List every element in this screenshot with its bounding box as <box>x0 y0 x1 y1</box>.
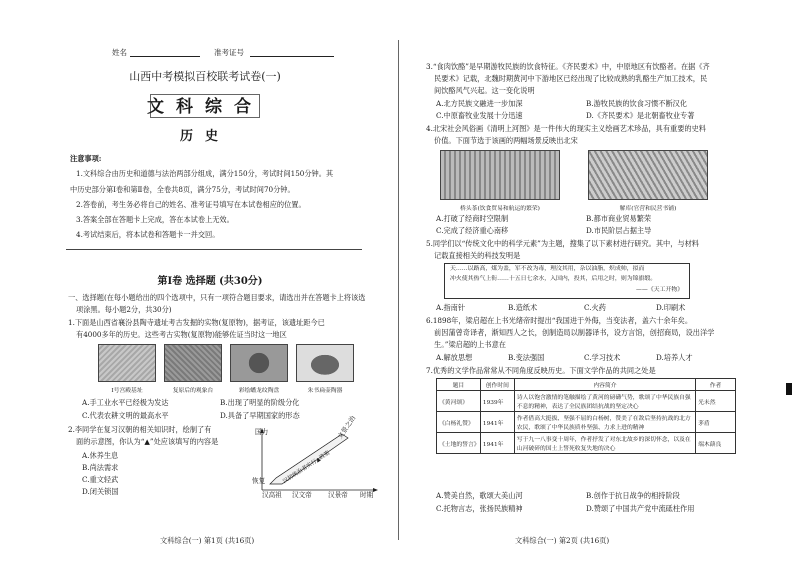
table-cell: 光未然 <box>696 391 736 412</box>
table-cell: 1941年 <box>480 433 514 454</box>
table-cell: 《土地的誓言》 <box>437 433 481 454</box>
part-title: 历史 <box>179 129 230 144</box>
notes-line: 2.答卷前，考生务必将自己的姓名、准考证号填写在本试卷相应的位置。 <box>76 200 306 209</box>
q2-option-c[interactable]: C.重文轻武 <box>82 475 119 484</box>
name-field-line[interactable] <box>130 56 200 57</box>
q3-option-b[interactable]: B.游牧民族的饮食习惯不断汉化 <box>586 99 688 108</box>
section1-title: 第Ⅰ卷 选择题 (共30分) <box>157 276 263 287</box>
subject-title: 文科综合 <box>147 97 263 117</box>
q2-band-arrow <box>270 434 348 484</box>
q4-option-b[interactable]: B.都市商业贸易繁荣 <box>586 214 652 223</box>
q2-option-d[interactable]: D.闭关锁国 <box>82 487 119 496</box>
notes-line: 1.文科综合由历史和道德与法治两部分组成，满分150分，考试时间150分钟。其 <box>76 169 334 178</box>
name-label: 姓名 <box>112 48 127 57</box>
table-header: 创作时间 <box>480 379 514 391</box>
table-cell: 写于九一八事变十周年，作者抒发了对东北故乡的深切怀念，以及在山河破碎的国土上誓死收复失地的决心 <box>514 433 695 454</box>
q5-quote-source: ——《天工开物》 <box>636 287 684 293</box>
table-cell: 《黄河颂》 <box>437 391 481 412</box>
q7-works-table <box>436 378 736 454</box>
q1-photo-plate <box>230 344 288 382</box>
binding-mark <box>786 383 792 395</box>
table-cell: 《白杨礼赞》 <box>437 412 481 433</box>
q7-stem: 7.优秀的文学作品常常从不同角度反映历史。下面文学作品的共同之处是 <box>426 366 656 375</box>
q2-stem: 面的示意图，你认为“▲”处应该填写的内容是 <box>76 437 219 446</box>
table-header: 内容简介 <box>514 379 695 391</box>
footer-right: 文科综合(一) 第2页 (共16页) <box>515 536 610 545</box>
exam-id-field-line[interactable] <box>250 56 334 57</box>
exam-id-label: 准考证号 <box>214 48 244 57</box>
q1-caption: I号宫殿基址 <box>111 388 143 394</box>
q6-stem: 6.1898年，梁启超在上书光绪帝时提出“我国进于外侮，当变法者，盖六十余年矣。 <box>426 316 693 325</box>
q5-stem: 记载直接相关的科技发明是 <box>434 251 521 260</box>
table-row <box>437 391 736 412</box>
q2-x-tick: 时期 <box>360 491 374 499</box>
q5-quote-line: 冲火使其热气上衔……十五日七余水，入国内，投其，后用之时，则为锦旗缎。 <box>450 276 657 282</box>
q2-x-tick: 汉景帝 <box>328 491 348 499</box>
q1-option-c[interactable]: C.代表农耕文明的最高水平 <box>82 411 169 420</box>
q7-option-b[interactable]: B.创作于抗日战争的相持阶段 <box>586 491 680 500</box>
table-cell: 作者借高大挺拔、坚强不屈的白杨树，赞美了在敌后坚持抗战的北方农民，歌颂了中华民族质朴坚强、力求上进的精神 <box>514 412 695 433</box>
q2-option-b[interactable]: B.尚法需求 <box>82 463 119 472</box>
q7-option-a[interactable]: A.赞美自然，歌颂大美山河 <box>436 491 523 500</box>
table-row <box>437 412 736 433</box>
exam-title: 山西中考模拟百校联考试卷(一) <box>129 70 281 83</box>
q1-photo-pot <box>296 344 354 382</box>
q1-stem: 有4000多年的历史。这些考古实物(复原物)能够佐证当时这一地区 <box>76 330 287 339</box>
q2-origin-label: 恢复 <box>252 477 266 485</box>
q4-option-c[interactable]: C.完成了经济重心南移 <box>436 226 509 235</box>
footer-left: 文科综合(一) 第1页 (共16页) <box>160 536 255 545</box>
table-cell: 1939年 <box>480 391 514 412</box>
q5-stem: 5.同学们以“传统文化中的科学元素”为主题，搜集了以下素材进行研究。其中，与材料 <box>426 239 699 248</box>
table-row <box>437 433 736 454</box>
q3-stem: 3.“食肉饮酪”是早期游牧民族的饮食特征。《齐民要术》中，中原地区有饮酪者。在据《齐 <box>426 62 710 71</box>
q1-option-d[interactable]: D.具备了早期国家的形态 <box>220 411 300 420</box>
q3-option-a[interactable]: A.北方民族文融进一步加深 <box>436 99 523 108</box>
q6-stem: 生。”梁启超的上书意在 <box>434 340 506 349</box>
notes-divider <box>66 249 362 250</box>
q1-stem: 1.下面是山西省襄汾县陶寺遗址考古发掘的实物(复原物)，据考证，该遗址距今已 <box>68 318 325 327</box>
q6-option-c[interactable]: C.学习技术 <box>584 353 621 362</box>
q2-option-a[interactable]: A.休养生息 <box>82 451 119 460</box>
table-header-row <box>437 379 736 391</box>
section1-intro: 一、选择题(在每小题给出的四个选项中，只有一项符合题目要求，请选出并在答题卡上将该选 <box>68 293 366 302</box>
q2-peak-label: 文景之治 <box>336 414 358 441</box>
q4-option-d[interactable]: D.市民阶层占据主导 <box>586 226 652 235</box>
q3-stem: 间饮酪风气兴起。这一变化说明 <box>434 86 535 95</box>
q5-option-b[interactable]: B.造纸术 <box>508 303 538 312</box>
q2-x-tick: 汉文帝 <box>292 491 312 499</box>
q3-option-d[interactable]: D.《齐民要术》是北朝畜牧业专著 <box>586 111 695 120</box>
q1-caption: 彩绘蟠龙纹陶盘 <box>238 388 280 394</box>
q6-stem: 前因蒲曾奇译者，渐知西人之长，创制造局以制器译书，设方言馆，创招商局，设出洋学 <box>434 328 715 337</box>
q7-option-d[interactable]: D.赞颂了中国共产党中流砥柱作用 <box>586 504 695 513</box>
q6-option-a[interactable]: A.解放思想 <box>436 353 473 362</box>
table-header: 作者 <box>696 379 736 391</box>
q5-option-d[interactable]: D.印刷术 <box>656 303 686 312</box>
q4-option-a[interactable]: A.打破了经商时空限制 <box>436 214 509 223</box>
notes-line: 中历史部分第Ⅰ卷和第Ⅱ卷，全卷共8页，满分75分，考试时间70分钟。 <box>70 185 295 194</box>
q1-caption: 朱书扁壶陶器 <box>307 388 343 394</box>
q4-stem: 价值。下面节选于该画的两幅场景反映出北宋 <box>434 136 578 145</box>
q2-band-text: 汉初统治者实行▲政策 <box>282 450 332 486</box>
q2-stem: 2.李同学在复习汉朝的相关知识时，绘制了有 <box>68 425 212 434</box>
q6-option-d[interactable]: D.培养人才 <box>656 353 693 362</box>
page-divider <box>398 40 399 540</box>
q7-option-c[interactable]: C.托物言志，张扬民族精神 <box>436 504 523 513</box>
q1-caption: 复原后的观象台 <box>172 388 214 394</box>
section1-intro: 项涂黑。每小题2分，共30分) <box>76 305 172 314</box>
q1-photo-palace <box>98 344 156 382</box>
q5-option-c[interactable]: C.火药 <box>584 303 606 312</box>
table-cell: 诗人以饱含激情的笔触描绘了黄河的磅礴气势，歌颂了中华民族自强不息的精神，表达了全民族团结抗战的坚定决心 <box>514 391 695 412</box>
q1-option-a[interactable]: A.手工业水平已经极为发达 <box>82 398 169 407</box>
q5-quote-line: 天……以路高，煤为盖，军不改为毒，理汶其用，杂以油脂，炽成帅，拟而 <box>450 266 645 272</box>
q5-option-a[interactable]: A.指南针 <box>436 303 466 312</box>
table-cell: 茅盾 <box>696 412 736 433</box>
q3-stem: 民要术》记载，北魏时期黄河中下游地区已经出现了比较成熟的乳酪生产加工技术，民 <box>434 74 708 83</box>
q3-option-c[interactable]: C.中原畜牧业发展十分迅速 <box>436 111 523 120</box>
q4-painting-right <box>588 150 708 200</box>
notes-line: 4.考试结束后，将本试卷和答题卡一并交回。 <box>76 230 220 239</box>
q4-caption: 桥头茶(饮食贸易和航运的繁荣) <box>460 206 540 212</box>
q4-painting-left <box>440 150 560 200</box>
q6-option-b[interactable]: B.变法强国 <box>508 353 545 362</box>
q2-y-label: 国力 <box>255 428 269 436</box>
table-header: 题目 <box>437 379 481 391</box>
q1-option-b[interactable]: B.出现了明显的阶级分化 <box>220 398 300 407</box>
table-cell: 1941年 <box>480 412 514 433</box>
q1-photo-observatory <box>164 344 222 382</box>
q4-stem: 4.北宋社会风俗画《清明上河图》是一件伟大的现实主义绘画艺术珍品，具有重要的史料 <box>426 124 706 133</box>
q4-caption: 解库(官营和民营书铺) <box>619 206 677 212</box>
table-cell: 端木蕻良 <box>696 433 736 454</box>
q2-x-tick: 汉高祖 <box>262 491 282 499</box>
notes-line: 3.答案全部在答题卡上完成，答在本试卷上无效。 <box>76 215 234 224</box>
notes-heading: 注意事项: <box>70 154 102 163</box>
